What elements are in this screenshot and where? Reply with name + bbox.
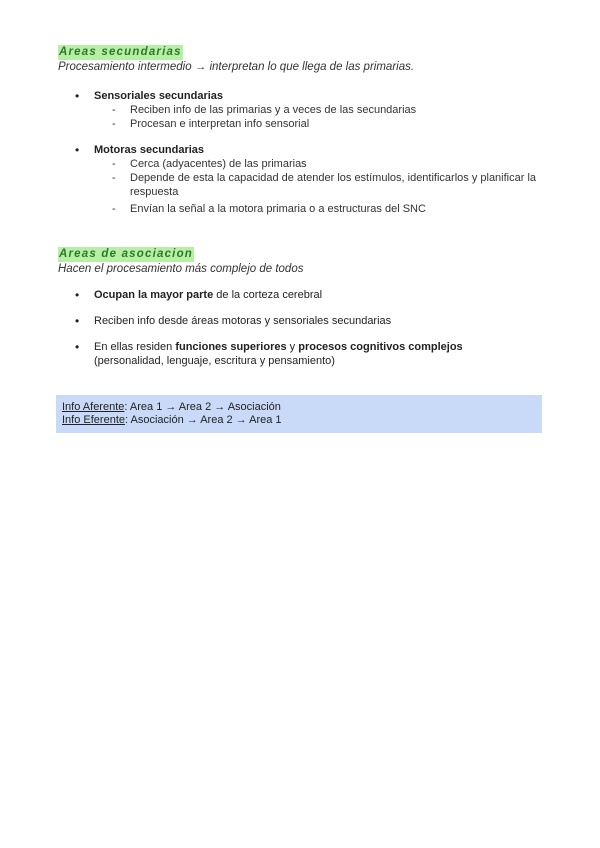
info-value: : Asociación → Area 2 → Area 1: [125, 414, 282, 426]
sub-item: - Cerca (adyacentes) de las primarias: [94, 157, 542, 171]
bullet-list: [58, 288, 542, 368]
info-line-aferente: [62, 401, 536, 414]
sub-item: - Reciben info de las primarias y a veces de las secundarias: [94, 103, 542, 117]
section-areas-asociacion: [58, 244, 542, 368]
info-label: Info Eferente: [62, 414, 125, 426]
list-item: [58, 143, 542, 216]
bold-text: Ocupan la mayor parte: [94, 289, 214, 301]
sub-item: - Procesan e interpretan info sensorial: [94, 117, 542, 131]
section-subtitle: Procesamiento intermedio → interpretan lo que llega de las primarias.: [58, 61, 415, 73]
sub-item: - Depende de esta la capacidad de atender los estímulos, identificarlos y planificar la respuesta: [94, 171, 542, 199]
sub-item: - Envían la señal a la motora primaria o a estructuras del SNC: [94, 202, 542, 216]
bold-text: procesos cognitivos complejos: [298, 341, 463, 353]
list-text: En ellas residen: [94, 341, 176, 353]
list-item: [58, 314, 542, 328]
info-label: Info Aferente: [62, 401, 125, 413]
list-text: y: [286, 341, 299, 353]
info-value: : Area 1 → Area 2 → Asociación: [124, 401, 281, 413]
list-item: [58, 89, 542, 131]
bullet-label: Sensoriales secundarias: [94, 90, 224, 102]
list-text: Reciben info desde áreas motoras y sensoriales secundarias: [94, 315, 392, 327]
bullet-label: Motoras secundarias: [94, 144, 205, 156]
page-content: [58, 40, 542, 368]
info-box: [56, 395, 542, 433]
list-item: [58, 340, 542, 368]
list-text: (personalidad, lenguaje, escritura y pensamiento): [94, 355, 335, 367]
list-item: [58, 288, 542, 302]
bullet-list: [58, 89, 542, 216]
section-heading: Areas de asociacion: [59, 248, 194, 260]
section-heading: Areas secundarias: [59, 46, 182, 58]
section-subtitle: Hacen el procesamiento más complejo de todos: [58, 263, 304, 275]
bold-text: funciones superiores: [175, 341, 287, 353]
section-areas-secundarias: [58, 42, 542, 216]
info-line-eferente: [62, 414, 536, 427]
sub-list: [94, 157, 542, 216]
sub-list: [94, 103, 542, 131]
list-text: de la corteza cerebral: [213, 289, 323, 301]
